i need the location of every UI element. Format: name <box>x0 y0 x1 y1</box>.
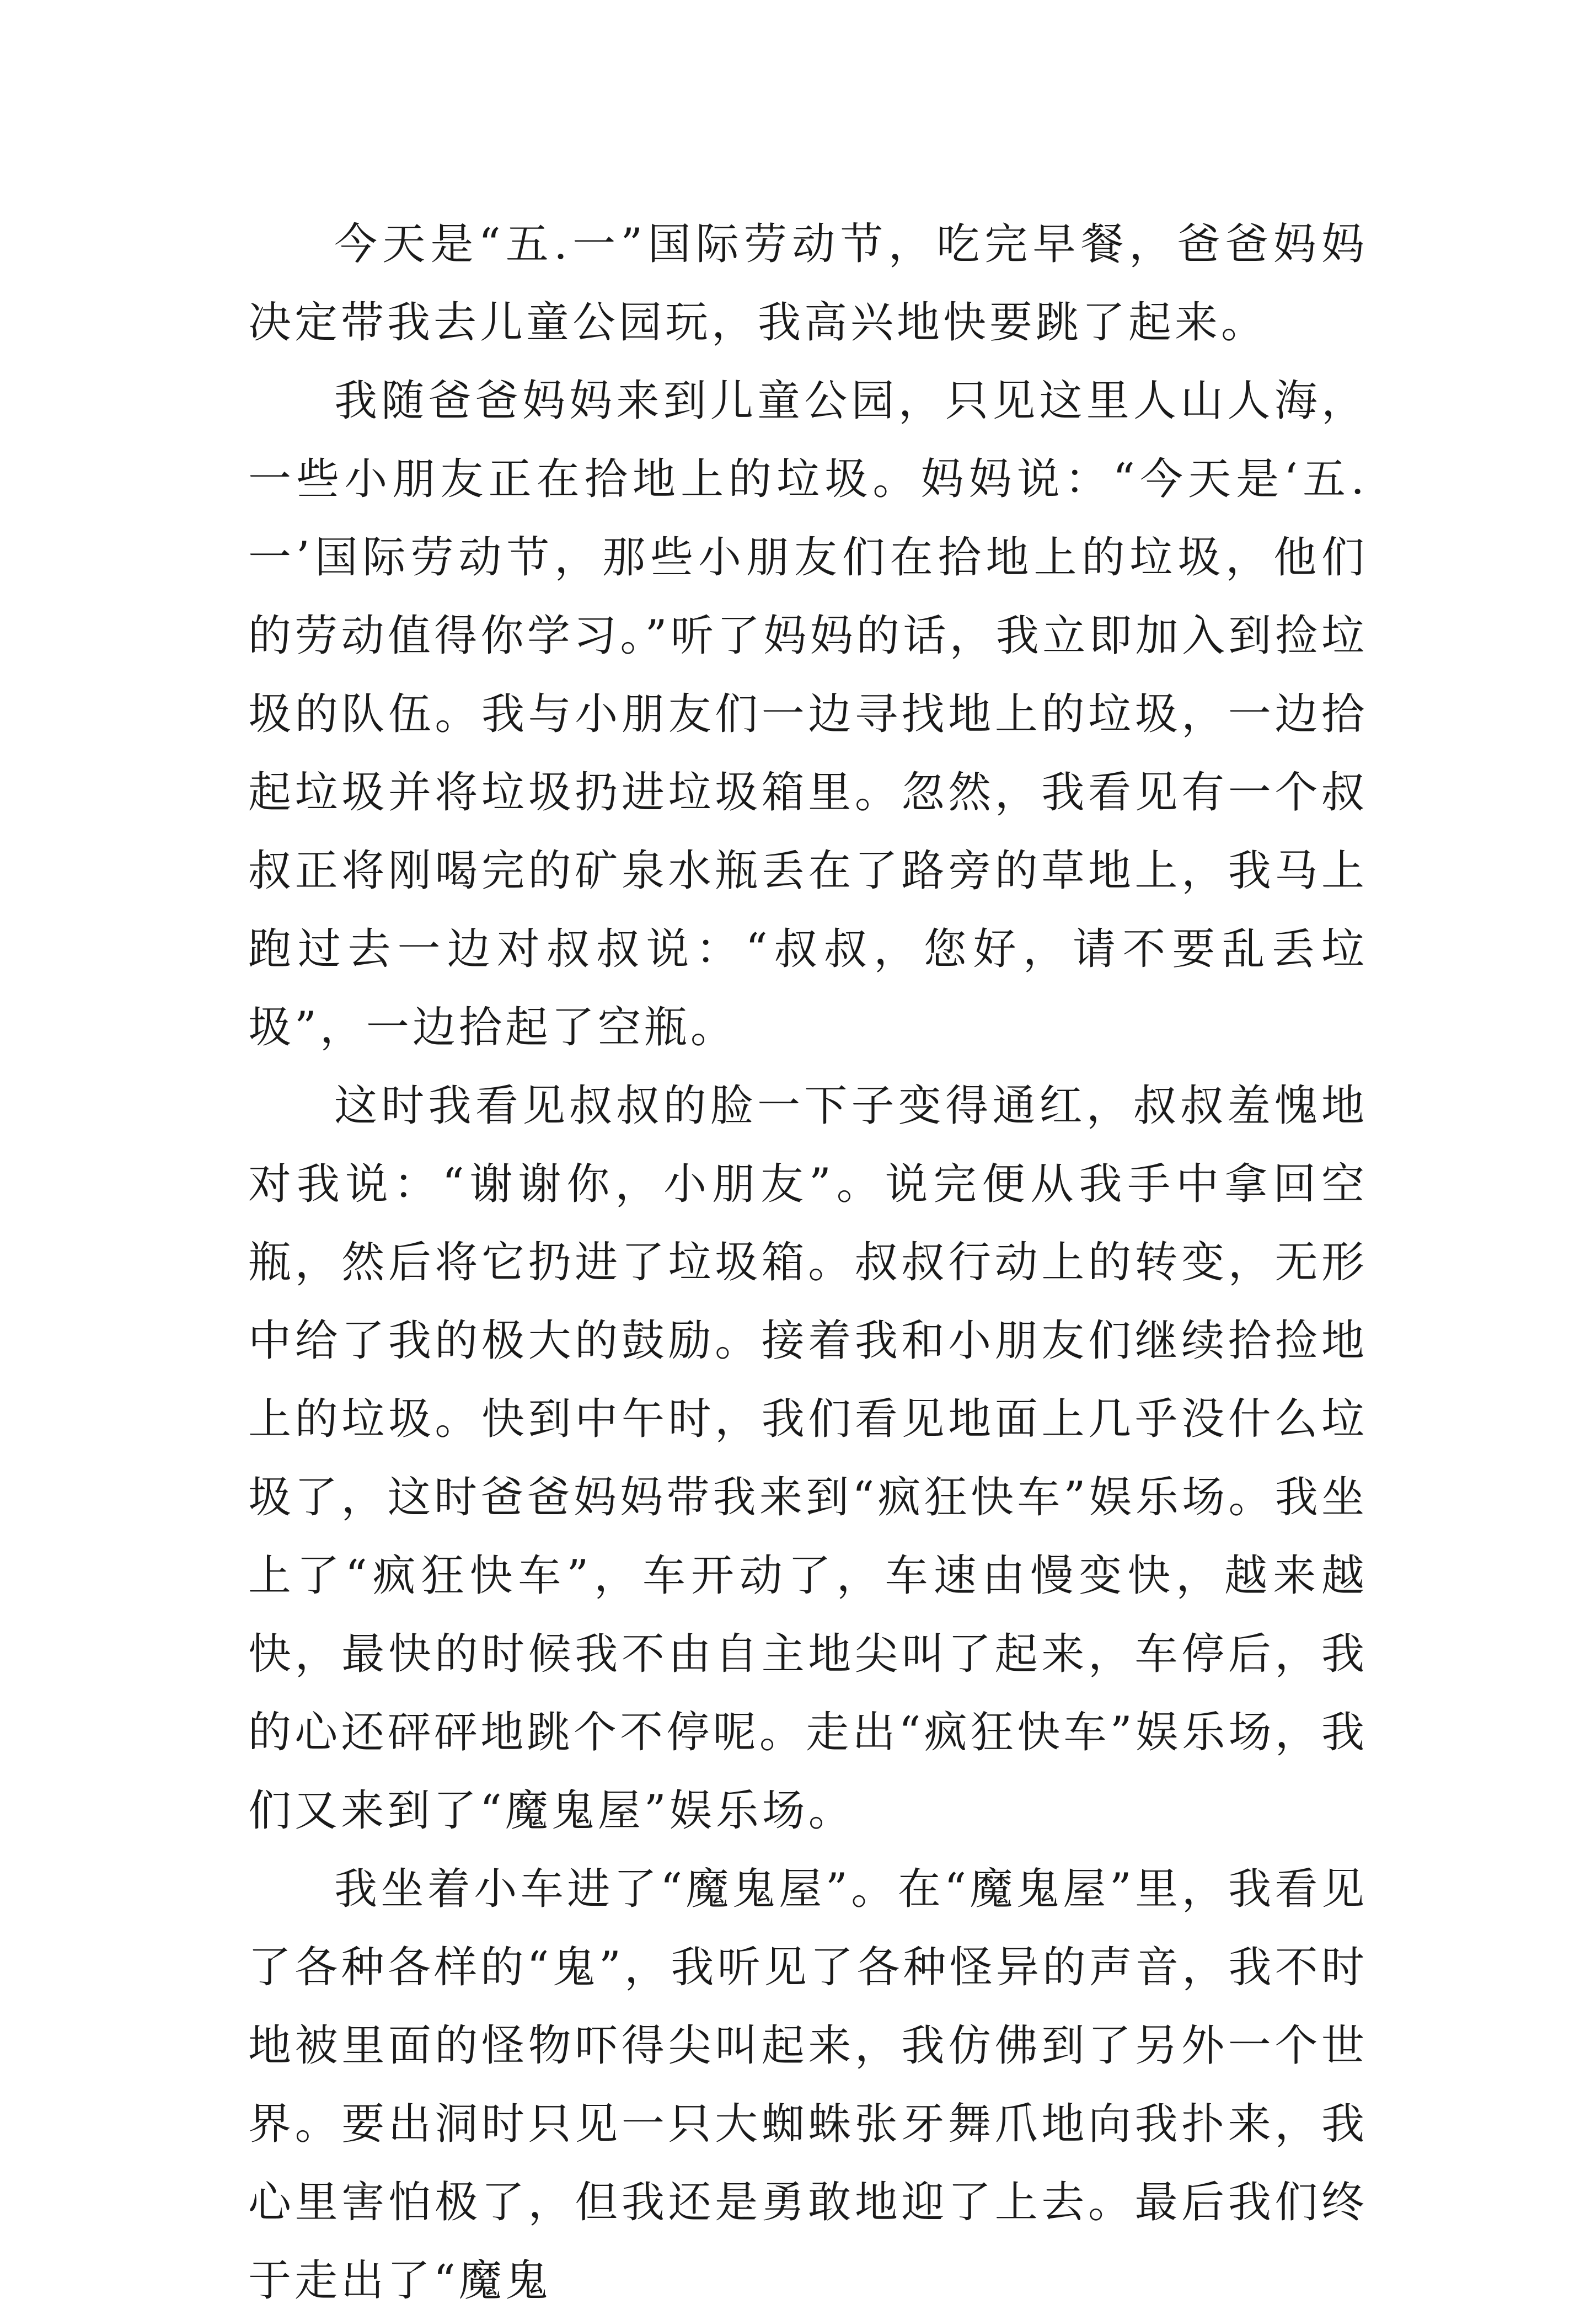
essay-body <box>248 205 1368 2320</box>
paragraph-4: 我坐着小车进了“魔鬼屋”。在“魔鬼屋”里，我看见了各种各样的“鬼”，我听见了各种怪异的声音，我不时地被里面的怪物吓得尖叫起来，我仿佛到了另外一个世界。要出洞时只见一只大蜘蛛张牙舞爪地向我扑来，我心里害怕极了，但我还是勇敢地迎了上去。最后我们终于走出了“魔鬼 <box>248 1864 1368 2306</box>
paragraph-2: 我随爸爸妈妈来到儿童公园，只见这里人山人海，一些小朋友正在拾地上的垃圾。妈妈说：“今天是‘五.一’国际劳动节，那些小朋友们在拾地上的垃圾，他们的劳动值得你学习。”听了妈妈的话，我立即加入到捡垃圾的队伍。我与小朋友们一边寻找地上的垃圾，一边拾起垃圾并将垃圾扔进垃圾箱里。忽然，我看见有一个叔叔正将刚喝完的矿泉水瓶丢在了路旁的草地上，我马上跑过去一边对叔叔说：“叔叔，您好，请不要乱丢垃圾”，一边拾起了空瓶。 <box>248 376 1368 1052</box>
paragraph-1: 今天是“五.一”国际劳动节，吃完早餐，爸爸妈妈决定带我去儿童公园玩，我高兴地快要跳了起来。 <box>248 220 1368 348</box>
paragraph-3: 这时我看见叔叔的脸一下子变得通红，叔叔羞愧地对我说：“谢谢你，小朋友”。说完便从我手中拿回空瓶，然后将它扔进了垃圾箱。叔叔行动上的转变，无形中给了我的极大的鼓励。接着我和小朋友们继续拾捡地上的垃圾。快到中午时，我们看见地面上几乎没什么垃圾了，这时爸爸妈妈带我来到“疯狂快车”娱乐场。我坐上了“疯狂快车”，车开动了，车速由慢变快，越来越快，最快的时候我不由自主地尖叫了起来，车停后，我的心还砰砰地跳个不停呢。走出“疯狂快车”娱乐场，我们又来到了“魔鬼屋”娱乐场。 <box>248 1081 1368 1836</box>
